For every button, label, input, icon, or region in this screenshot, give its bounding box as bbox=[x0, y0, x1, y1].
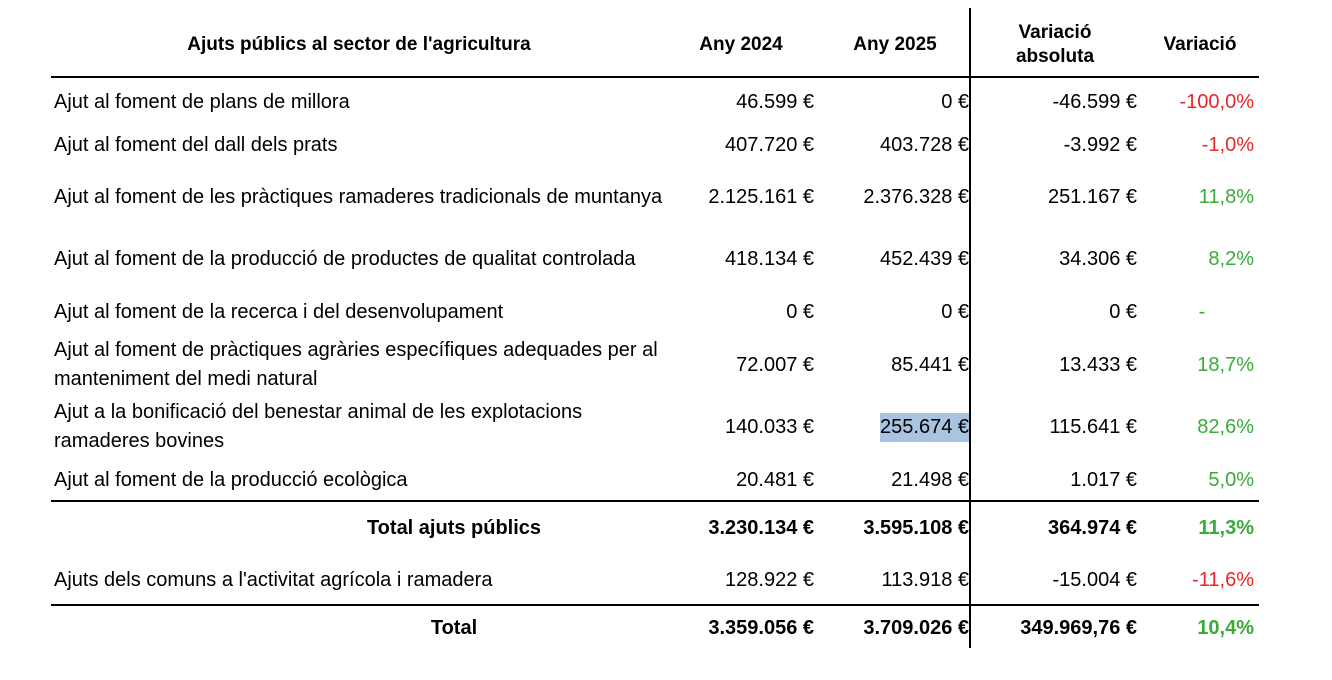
subtotal-label[interactable]: Total ajuts públics bbox=[366, 516, 542, 539]
table-row bbox=[0, 86, 1332, 118]
row-label[interactable]: Ajut al foment de plans de millora bbox=[54, 90, 350, 113]
cell-2024[interactable]: 407.720 € bbox=[725, 133, 814, 156]
cell-abs[interactable]: 251.167 € bbox=[1048, 185, 1137, 208]
cell-2024[interactable]: 128.922 € bbox=[725, 568, 814, 591]
cell-abs[interactable]: 34.306 € bbox=[1059, 247, 1137, 270]
cell-var[interactable]: -11,6% bbox=[1192, 568, 1254, 591]
cell-2024[interactable]: 72.007 € bbox=[736, 353, 814, 376]
cell-abs[interactable]: 13.433 € bbox=[1059, 353, 1137, 376]
subtotal-abs[interactable]: 364.974 € bbox=[1048, 516, 1137, 539]
cell-var[interactable]: -1,0% bbox=[1201, 133, 1254, 156]
total-row bbox=[0, 612, 1332, 644]
cell-var[interactable]: -100,0% bbox=[1179, 90, 1254, 113]
header-variacio[interactable]: Variació bbox=[1163, 34, 1237, 55]
cell-2024[interactable]: 20.481 € bbox=[736, 468, 814, 491]
cell-abs[interactable]: 1.017 € bbox=[1070, 468, 1137, 491]
cell-2025[interactable]: 403.728 € bbox=[880, 133, 969, 156]
subtotal-2024[interactable]: 3.230.134 € bbox=[708, 516, 814, 539]
cell-2024[interactable]: 140.033 € bbox=[725, 415, 814, 438]
cell-abs[interactable]: 0 € bbox=[1109, 300, 1137, 323]
cell-2025[interactable]: 2.376.328 € bbox=[863, 185, 969, 208]
cell-2025[interactable]: 21.498 € bbox=[891, 468, 969, 491]
table-row bbox=[0, 564, 1332, 596]
subtotal-2025[interactable]: 3.595.108 € bbox=[863, 516, 969, 539]
cell-2025-selected[interactable] bbox=[828, 398, 969, 456]
cell-2024[interactable]: 46.599 € bbox=[736, 90, 814, 113]
cell-2024[interactable]: 2.125.161 € bbox=[708, 185, 814, 208]
header-label[interactable]: Ajuts públics al sector de l'agricultura bbox=[187, 34, 531, 55]
header-2024[interactable]: Any 2024 bbox=[699, 34, 783, 55]
row-label[interactable]: Ajut a la bonificació del benestar animal de les explotacions ramaderes bovines bbox=[54, 401, 583, 452]
table-row bbox=[0, 168, 1332, 226]
cell-abs[interactable]: 115.641 € bbox=[1049, 415, 1137, 438]
header-variacio-absoluta[interactable]: Variació absoluta bbox=[1015, 22, 1095, 67]
total-2025[interactable]: 3.709.026 € bbox=[863, 616, 969, 639]
subtotal-row bbox=[0, 512, 1332, 544]
cell-var[interactable]: 11,8% bbox=[1198, 185, 1254, 208]
row-label[interactable]: Ajut al foment de la producció ecològica bbox=[54, 468, 408, 491]
row-label[interactable]: Ajuts dels comuns a l'activitat agrícola i ramadera bbox=[54, 568, 493, 591]
cell-var[interactable]: 18,7% bbox=[1197, 353, 1254, 376]
header-2025[interactable]: Any 2025 bbox=[853, 34, 937, 55]
cell-var[interactable]: - bbox=[1198, 300, 1206, 323]
cell-var[interactable]: 5,0% bbox=[1208, 468, 1254, 491]
row-label[interactable]: Ajut al foment de les pràctiques ramaderes tradicionals de muntanya bbox=[54, 185, 663, 208]
cell-abs[interactable]: -15.004 € bbox=[1052, 568, 1137, 591]
cell-var[interactable]: 82,6% bbox=[1197, 415, 1254, 438]
cell-2025[interactable]: 452.439 € bbox=[880, 247, 969, 270]
cell-2024[interactable]: 0 € bbox=[786, 300, 814, 323]
cell-2025[interactable]: 0 € bbox=[941, 90, 969, 113]
row-label[interactable]: Ajut al foment de pràctiques agràries específiques adequades per al manteniment del medi natural bbox=[54, 339, 658, 390]
table-row bbox=[0, 296, 1332, 328]
total-label[interactable]: Total bbox=[430, 616, 478, 639]
total-abs[interactable]: 349.969,76 € bbox=[1020, 616, 1137, 639]
row-label[interactable]: Ajut al foment de la recerca i del desenvolupament bbox=[54, 300, 504, 323]
cell-2024[interactable]: 418.134 € bbox=[725, 247, 814, 270]
table-row bbox=[0, 336, 1332, 394]
cell-2025[interactable]: 85.441 € bbox=[891, 353, 969, 376]
total-var[interactable]: 10,4% bbox=[1197, 616, 1254, 639]
table-row bbox=[0, 464, 1332, 496]
cell-2025[interactable]: 0 € bbox=[941, 300, 969, 323]
cell-2025[interactable]: 113.918 € bbox=[881, 568, 969, 591]
table-row bbox=[0, 129, 1332, 161]
header-row bbox=[0, 14, 1332, 76]
subtotal-rule bbox=[51, 500, 1259, 502]
row-label[interactable]: Ajut al foment de la producció de productes de qualitat controlada bbox=[54, 247, 636, 270]
table-row bbox=[0, 398, 1332, 456]
row-label[interactable]: Ajut al foment del dall dels prats bbox=[54, 133, 338, 156]
header-rule bbox=[51, 76, 1259, 78]
total-2024[interactable]: 3.359.056 € bbox=[708, 616, 814, 639]
cell-abs[interactable]: -46.599 € bbox=[1052, 90, 1137, 113]
total-rule bbox=[51, 604, 1259, 606]
cell-var[interactable]: 8,2% bbox=[1208, 247, 1254, 270]
subtotal-var[interactable]: 11,3% bbox=[1198, 516, 1254, 539]
cell-abs[interactable]: -3.992 € bbox=[1063, 133, 1137, 156]
selected-text: 255.674 € bbox=[880, 413, 969, 442]
table-row bbox=[0, 230, 1332, 288]
